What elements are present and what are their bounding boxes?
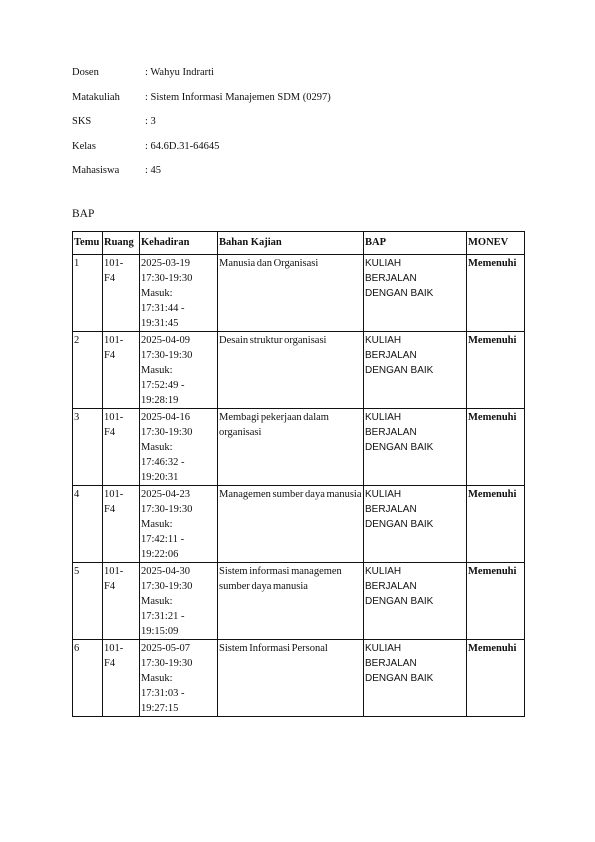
kehadiran-line: 2025-03-19 — [141, 258, 190, 269]
header-temu: Temu — [73, 232, 103, 255]
bap-cell — [364, 563, 467, 640]
ruang-line: F4 — [104, 427, 116, 438]
kehadiran-line: Masuk: — [141, 288, 173, 299]
temu-cell: 2 — [73, 332, 103, 409]
bap-table — [72, 231, 525, 717]
kehadiran-line: 17:30-19:30 — [141, 581, 193, 592]
course-info — [72, 67, 331, 190]
bap-line: BERJALAN — [365, 504, 417, 515]
bahan-kajian-cell: Sistem informasi managemen sumber daya manusia — [218, 563, 364, 640]
bap-line: DENGAN BAIK — [365, 288, 434, 299]
bahan-kajian-cell: Desain struktur organisasi — [218, 332, 364, 409]
bap-line: BERJALAN — [365, 427, 417, 438]
bap-cell — [364, 255, 467, 332]
kehadiran-cell — [140, 563, 218, 640]
bap-line: KULIAH — [365, 412, 402, 423]
kehadiran-line: 17:52:49 - — [141, 380, 185, 391]
kehadiran-line: 19:15:09 — [141, 626, 179, 637]
ruang-cell — [103, 409, 140, 486]
bap-line: DENGAN BAIK — [365, 519, 434, 530]
dosen-value: : Wahyu Indrarti — [145, 67, 214, 78]
kehadiran-line: 2025-04-30 — [141, 566, 190, 577]
bap-line: DENGAN BAIK — [365, 673, 434, 684]
kehadiran-line: 17:30-19:30 — [141, 504, 193, 515]
bap-line: BERJALAN — [365, 581, 417, 592]
kehadiran-line: 2025-04-23 — [141, 489, 190, 500]
kehadiran-line: 17:30-19:30 — [141, 427, 193, 438]
kelas-value: : 64.6D.31-64645 — [145, 140, 220, 152]
table-row — [73, 640, 525, 717]
kehadiran-line: 17:42:11 - — [141, 534, 185, 545]
ruang-line: 101- — [104, 258, 124, 269]
ruang-cell — [103, 332, 140, 409]
matakuliah-value: : Sistem Informasi Manajemen SDM (0297) — [145, 91, 331, 103]
temu-cell: 5 — [73, 563, 103, 640]
table-row — [73, 486, 525, 563]
ruang-line: 101- — [104, 489, 124, 500]
bap-line: DENGAN BAIK — [365, 365, 434, 376]
info-row-kelas — [72, 141, 331, 166]
header-bap: BAP — [364, 232, 467, 255]
bahan-kajian-cell: Membagi pekerjaan dalam organisasi — [218, 409, 364, 486]
kehadiran-line: Masuk: — [141, 365, 173, 376]
ruang-line: 101- — [104, 412, 124, 423]
ruang-cell — [103, 640, 140, 717]
kehadiran-line: Masuk: — [141, 519, 173, 530]
temu-cell: 4 — [73, 486, 103, 563]
bap-cell — [364, 640, 467, 717]
header-kehadiran: Kehadiran — [140, 232, 218, 255]
bahan-kajian-cell: Sistem Informasi Personal — [218, 640, 364, 717]
ruang-cell — [103, 563, 140, 640]
kehadiran-line: 17:31:44 - — [141, 303, 185, 314]
ruang-line: 101- — [104, 566, 124, 577]
bahan-kajian-cell: Manusia dan Organisasi — [218, 255, 364, 332]
kehadiran-line: 17:30-19:30 — [141, 658, 193, 669]
ruang-line: F4 — [104, 581, 116, 592]
monev-cell: Memenuhi — [467, 640, 525, 717]
table-row — [73, 332, 525, 409]
kehadiran-line: 19:20:31 — [141, 472, 179, 483]
header-bahan-kajian: Bahan Kajian — [218, 232, 364, 255]
monev-cell: Memenuhi — [467, 255, 525, 332]
mahasiswa-label: Mahasiswa — [72, 165, 120, 176]
kehadiran-line: 2025-04-16 — [141, 412, 190, 423]
info-row-dosen — [72, 67, 331, 92]
table-row — [73, 255, 525, 332]
bap-line: KULIAH — [365, 566, 402, 577]
monev-cell: Memenuhi — [467, 486, 525, 563]
info-row-matakuliah — [72, 92, 331, 117]
mahasiswa-value: : 45 — [145, 165, 162, 176]
temu-cell: 1 — [73, 255, 103, 332]
kehadiran-line: 17:31:03 - — [141, 688, 185, 699]
header-monev: MONEV — [467, 232, 525, 255]
kehadiran-line: 19:27:15 — [141, 703, 179, 714]
ruang-cell — [103, 486, 140, 563]
table-row — [73, 409, 525, 486]
bap-line: DENGAN BAIK — [365, 596, 434, 607]
kelas-label: Kelas — [72, 140, 96, 152]
kehadiran-cell — [140, 486, 218, 563]
info-row-sks — [72, 116, 331, 141]
bap-cell — [364, 486, 467, 563]
monev-cell: Memenuhi — [467, 409, 525, 486]
kehadiran-line: 2025-04-09 — [141, 335, 190, 346]
kehadiran-line: 17:46:32 - — [141, 457, 185, 468]
kehadiran-line: Masuk: — [141, 596, 173, 607]
table-header-row — [73, 232, 525, 255]
bap-line: KULIAH — [365, 643, 402, 654]
bap-line: DENGAN BAIK — [365, 442, 434, 453]
ruang-line: F4 — [104, 504, 116, 515]
monev-cell: Memenuhi — [467, 332, 525, 409]
ruang-line: 101- — [104, 335, 124, 346]
bap-line: KULIAH — [365, 335, 402, 346]
kehadiran-line: 17:31:21 - — [141, 611, 185, 622]
bahan-kajian-cell: Managemen sumber daya manusia — [218, 486, 364, 563]
kehadiran-line: 17:30-19:30 — [141, 273, 193, 284]
ruang-line: F4 — [104, 273, 116, 284]
info-row-mahasiswa — [72, 165, 331, 190]
ruang-line: 101- — [104, 643, 124, 654]
temu-cell: 3 — [73, 409, 103, 486]
ruang-line: F4 — [104, 658, 116, 669]
kehadiran-line: 2025-05-07 — [141, 643, 190, 654]
kehadiran-line: Masuk: — [141, 442, 173, 453]
table-row — [73, 563, 525, 640]
kehadiran-cell — [140, 640, 218, 717]
bap-line: BERJALAN — [365, 350, 417, 361]
bap-line: BERJALAN — [365, 658, 417, 669]
header-ruang: Ruang — [103, 232, 140, 255]
kehadiran-line: 19:22:06 — [141, 549, 179, 560]
bap-line: BERJALAN — [365, 273, 417, 284]
monev-cell: Memenuhi — [467, 563, 525, 640]
temu-cell: 6 — [73, 640, 103, 717]
section-title: BAP — [72, 208, 95, 220]
bap-cell — [364, 409, 467, 486]
kehadiran-line: Masuk: — [141, 673, 173, 684]
dosen-label: Dosen — [72, 67, 99, 78]
ruang-cell — [103, 255, 140, 332]
bap-line: KULIAH — [365, 489, 402, 500]
kehadiran-cell — [140, 409, 218, 486]
kehadiran-line: 19:31:45 — [141, 318, 179, 329]
sks-value: : 3 — [145, 116, 156, 127]
ruang-line: F4 — [104, 350, 116, 361]
bap-cell — [364, 332, 467, 409]
kehadiran-line: 19:28:19 — [141, 395, 179, 406]
matakuliah-label: Matakuliah — [72, 91, 120, 103]
kehadiran-line: 17:30-19:30 — [141, 350, 193, 361]
kehadiran-cell — [140, 332, 218, 409]
kehadiran-cell — [140, 255, 218, 332]
bap-line: KULIAH — [365, 258, 402, 269]
sks-label: SKS — [72, 116, 92, 127]
